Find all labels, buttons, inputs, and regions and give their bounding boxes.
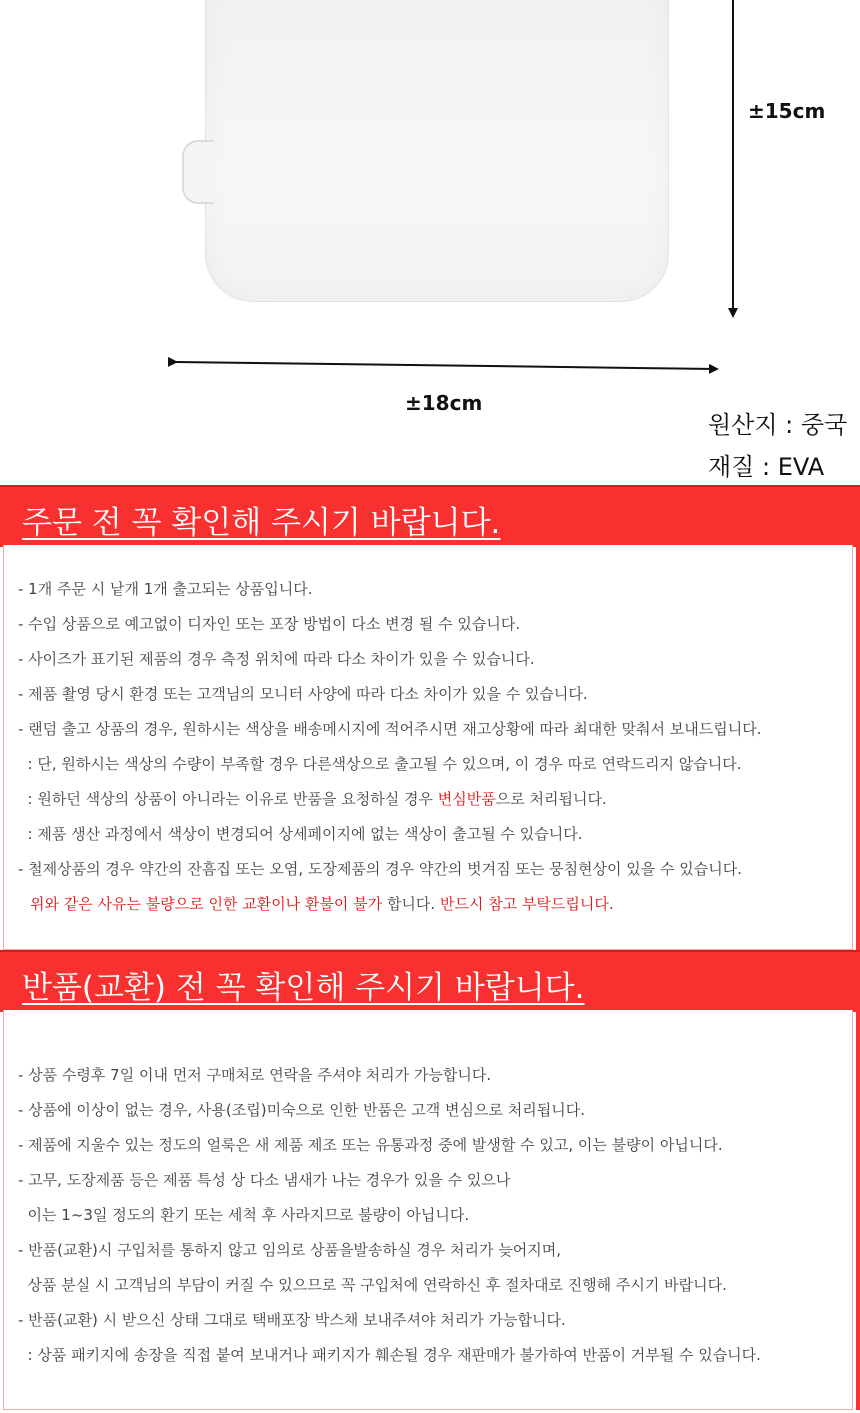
notice-line: - 상품 수령후 7일 이내 먼저 구매처로 연락을 주셔야 처리가 가능합니다. — [18, 1066, 492, 1084]
notice-line: - 1개 주문 시 낱개 1개 출고되는 상품입니다. — [18, 580, 313, 598]
notice-line: : 상품 패키지에 송장을 직접 붙여 보내거나 패키지가 훼손될 경우 재판매가 불가하여 반품이 거부될 수 있습니다. — [18, 1346, 761, 1364]
notice-line: - 반품(교환) 시 받으신 상태 그대로 택배포장 박스채 보내주셔야 처리가 가능합니다. — [18, 1311, 566, 1329]
notice-text: : 원하던 색상의 상품이 아니라는 이유로 반품을 요청하실 경우 — [18, 790, 438, 808]
return-notice-header — [0, 950, 860, 1012]
warning-red-text: 위와 같은 사유는 불량으로 인한 교환이나 환불이 불가 — [30, 895, 383, 913]
notice-line: - 랜덤 출고 상품의 경우, 원하시는 색상을 배송메시지에 적어주시면 재고상황에 따라 최대한 맞춰서 보내드립니다. — [18, 720, 762, 738]
notice-line: : 제품 생산 과정에서 색상이 변경되어 상세페이지에 없는 색상이 출고될 수 있습니다. — [18, 825, 583, 843]
notice-line: - 제품 촬영 당시 환경 또는 고객님의 모니터 사양에 따라 다소 차이가 있을 수 있습니다. — [18, 685, 588, 703]
notice-line: - 철제상품의 경우 약간의 잔흠집 또는 오염, 도장제품의 경우 약간의 벗겨짐 또는 뭉침현상이 있을 수 있습니다. — [18, 860, 743, 878]
warning-text: 합니다. — [382, 895, 440, 913]
order-notice-header — [0, 485, 860, 547]
order-notice-box — [3, 545, 853, 950]
width-label: ±18cm — [405, 391, 483, 415]
side-accent — [856, 1010, 860, 1410]
notice-line: - 고무, 도장제품 등은 제품 특성 상 다소 냄새가 나는 경우가 있을 수 있으나 — [18, 1171, 511, 1189]
notice-line: - 제품에 지울수 있는 정도의 얼룩은 새 제품 제조 또는 유통과정 중에 발생할 수 있고, 이는 불량이 아닙니다. — [18, 1136, 723, 1154]
notice-line: - 상품에 이상이 없는 경우, 사용(조립)미숙으로 인한 반품은 고객 변심으로 처리됩니다. — [18, 1101, 585, 1119]
width-arrow — [176, 362, 717, 369]
side-accent — [856, 545, 860, 950]
notice-line: 상품 분실 시 고객님의 부담이 커질 수 있으므로 꼭 구입처에 연락하신 후 절차대로 진행해 주시기 바랍니다. — [18, 1276, 727, 1294]
notice-line: - 사이즈가 표기된 제품의 경우 측정 위치에 따라 다소 차이가 있을 수 있습니다. — [18, 650, 535, 668]
warning-line — [18, 892, 761, 927]
material-text: 재질 : EVA — [708, 453, 825, 481]
order-notice-list — [18, 577, 761, 927]
order-notice-title: 주문 전 꼭 확인해 주시기 바랍니다. — [22, 505, 501, 541]
warning-red-text-2: 반드시 참고 부탁드립니다. — [439, 895, 614, 913]
height-label: ±15cm — [748, 99, 826, 123]
notice-line: - 수입 상품으로 예고없이 디자인 또는 포장 방법이 다소 변경 될 수 있습니다. — [18, 615, 521, 633]
return-notice-box — [3, 1010, 853, 1410]
return-notice-list — [18, 1063, 761, 1378]
notice-line: : 단, 원하시는 색상의 수량이 부족할 경우 다른색상으로 출고될 수 있으며, 이 경우 따로 연락드리지 않습니다. — [18, 755, 742, 773]
origin-text: 원산지 : 중국 — [708, 411, 848, 439]
notice-line: 이는 1~3일 정도의 환기 또는 세척 후 사라지므로 불량이 아닙니다. — [18, 1206, 470, 1224]
change-of-mind-emphasis: 변심반품 — [437, 790, 496, 808]
notice-text: 으로 처리됩니다. — [495, 790, 607, 808]
return-notice-title: 반품(교환) 전 꼭 확인해 주시기 바랍니다. — [22, 970, 585, 1006]
notice-line: - 반품(교환)시 구입처를 통하지 않고 임의로 상품을발송하실 경우 처리가 늦어지며, — [18, 1241, 561, 1259]
notice-line-change-of-mind — [18, 787, 761, 822]
product-dimension-area — [0, 0, 860, 485]
